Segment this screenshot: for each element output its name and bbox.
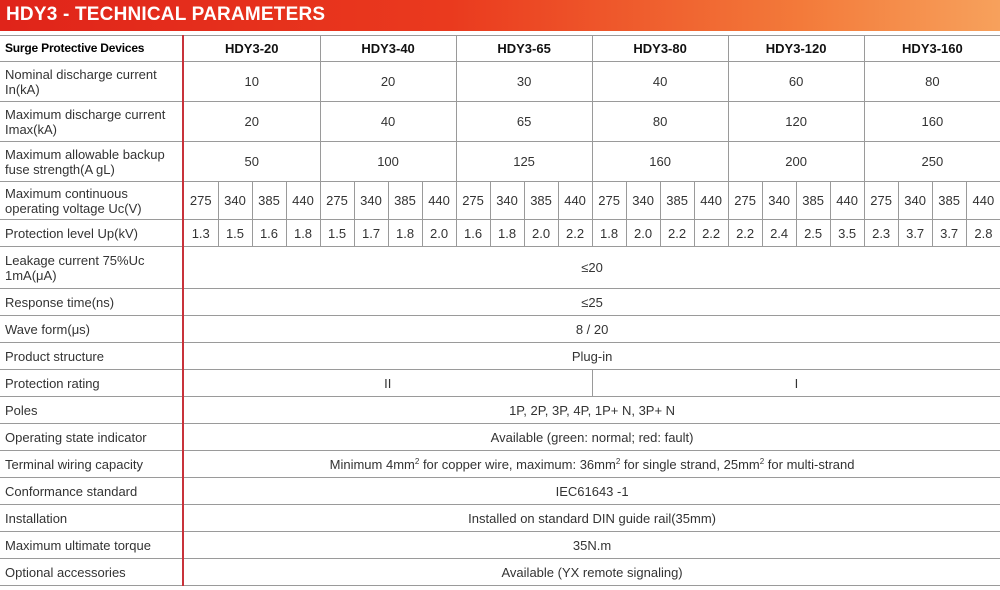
model-header: HDY3-80: [592, 36, 728, 62]
superscript: 2: [615, 456, 621, 466]
row-label: Optional accessories: [0, 559, 183, 586]
table-row: [0, 424, 1000, 451]
table-cell: 275: [183, 182, 218, 220]
wiring-text: for single strand, 25mm: [620, 456, 760, 472]
table-row: [0, 289, 1000, 316]
table-row: [0, 316, 1000, 343]
table-cell: 35N.m: [183, 532, 1000, 559]
table-cell: I: [592, 370, 1000, 397]
table-cell: 1.8: [592, 220, 626, 247]
wiring-text: for copper wire, maximum: 36mm: [419, 456, 616, 472]
table-cell: 440: [422, 182, 456, 220]
table-cell: 385: [524, 182, 558, 220]
table-cell: Plug-in: [183, 343, 1000, 370]
header-row: [0, 36, 1000, 62]
model-header: HDY3-40: [320, 36, 456, 62]
table-cell: 385: [388, 182, 422, 220]
table-row: [0, 220, 1000, 247]
wiring-text: for multi-strand: [764, 456, 855, 472]
table-cell: 40: [592, 62, 728, 102]
row-label: Leakage current 75%Uc 1mA(μA): [0, 247, 183, 289]
table-cell: 275: [320, 182, 354, 220]
table-cell: 2.0: [626, 220, 660, 247]
row-label: Wave form(μs): [0, 316, 183, 343]
table-cell: 20: [320, 62, 456, 102]
table-cell: 2.8: [966, 220, 1000, 247]
table-row: [0, 370, 1000, 397]
table-cell: ≤25: [183, 289, 1000, 316]
title-bar: [0, 0, 1000, 31]
table-cell: 340: [898, 182, 932, 220]
row-label: Response time(ns): [0, 289, 183, 316]
table-cell: 65: [456, 102, 592, 142]
superscript: 2: [414, 456, 420, 466]
table-cell: [183, 451, 1000, 478]
technical-parameters-table: [0, 35, 1000, 586]
model-header: HDY3-20: [183, 36, 320, 62]
table-cell: 250: [864, 142, 1000, 182]
table-cell: 440: [286, 182, 320, 220]
table-cell: 440: [558, 182, 592, 220]
table-cell: 20: [183, 102, 320, 142]
table-cell: 2.2: [558, 220, 592, 247]
table-cell: 80: [592, 102, 728, 142]
row-label: Maximum discharge current Imax(kA): [0, 102, 183, 142]
table-cell: 8 / 20: [183, 316, 1000, 343]
table-cell: 2.3: [864, 220, 898, 247]
table-cell: 1.6: [252, 220, 286, 247]
table-cell: 1.5: [320, 220, 354, 247]
table-cell: 3.7: [898, 220, 932, 247]
table-row: [0, 182, 1000, 220]
row-label: Product structure: [0, 343, 183, 370]
table-cell: 3.7: [932, 220, 966, 247]
table-cell: II: [183, 370, 592, 397]
table-row: [0, 62, 1000, 102]
table-cell: 2.4: [762, 220, 796, 247]
table-cell: Available (green: normal; red: fault): [183, 424, 1000, 451]
table-cell: 120: [728, 102, 864, 142]
table-cell: 275: [728, 182, 762, 220]
row-label: Operating state indicator: [0, 424, 183, 451]
table-cell: 2.0: [524, 220, 558, 247]
table-cell: 3.5: [830, 220, 864, 247]
table-cell: 340: [354, 182, 388, 220]
table-cell: 385: [796, 182, 830, 220]
table-cell: 385: [660, 182, 694, 220]
row-label: Protection level Up(kV): [0, 220, 183, 247]
table-row: [0, 451, 1000, 478]
table-row: [0, 142, 1000, 182]
row-label: Nominal discharge current In(kA): [0, 62, 183, 102]
table-cell: 275: [456, 182, 490, 220]
table-row: [0, 532, 1000, 559]
table-cell: 275: [864, 182, 898, 220]
table-cell: 10: [183, 62, 320, 102]
table-cell: 1.6: [456, 220, 490, 247]
table-cell: 60: [728, 62, 864, 102]
table-cell: 1.3: [183, 220, 218, 247]
table-cell: 340: [762, 182, 796, 220]
table-cell: IEC61643 -1: [183, 478, 1000, 505]
row-label: Conformance standard: [0, 478, 183, 505]
table-cell: 30: [456, 62, 592, 102]
table-cell: 385: [252, 182, 286, 220]
model-header: HDY3-160: [864, 36, 1000, 62]
table-cell: ≤20: [183, 247, 1000, 289]
table-cell: 275: [592, 182, 626, 220]
table-cell: 125: [456, 142, 592, 182]
table-cell: 200: [728, 142, 864, 182]
row-label: Maximum ultimate torque: [0, 532, 183, 559]
table-cell: 100: [320, 142, 456, 182]
header-label: Surge Protective Devices: [0, 36, 183, 62]
row-label: Maximum continuous operating voltage Uc(V): [0, 182, 183, 220]
table-cell: 1P, 2P, 3P, 4P, 1P+ N, 3P+ N: [183, 397, 1000, 424]
table-cell: Available (YX remote signaling): [183, 559, 1000, 586]
row-label: Protection rating: [0, 370, 183, 397]
row-label: Poles: [0, 397, 183, 424]
table-cell: 1.7: [354, 220, 388, 247]
table-row: [0, 505, 1000, 532]
table-cell: 160: [864, 102, 1000, 142]
table-cell: 1.8: [286, 220, 320, 247]
table-cell: 2.2: [728, 220, 762, 247]
table-cell: 2.0: [422, 220, 456, 247]
row-label: Installation: [0, 505, 183, 532]
table-row: [0, 247, 1000, 289]
model-header: HDY3-65: [456, 36, 592, 62]
table-cell: 385: [932, 182, 966, 220]
table-cell: 80: [864, 62, 1000, 102]
table-cell: 40: [320, 102, 456, 142]
table-row: [0, 397, 1000, 424]
row-label: Terminal wiring capacity: [0, 451, 183, 478]
row-label: Maximum allowable backup fuse strength(A gL): [0, 142, 183, 182]
table-row: [0, 559, 1000, 586]
table-row: [0, 343, 1000, 370]
model-header: HDY3-120: [728, 36, 864, 62]
superscript: 2: [759, 456, 765, 466]
table-cell: 440: [830, 182, 864, 220]
table-cell: 340: [626, 182, 660, 220]
wiring-text: Minimum 4mm: [329, 456, 415, 472]
table-cell: 2.2: [694, 220, 728, 247]
table-cell: 160: [592, 142, 728, 182]
table-cell: 1.5: [218, 220, 252, 247]
table-cell: 340: [490, 182, 524, 220]
table-cell: 1.8: [490, 220, 524, 247]
table-cell: Installed on standard DIN guide rail(35mm): [183, 505, 1000, 532]
table-cell: 2.5: [796, 220, 830, 247]
table-row: [0, 102, 1000, 142]
table-cell: 440: [694, 182, 728, 220]
table-cell: 50: [183, 142, 320, 182]
table-cell: 1.8: [388, 220, 422, 247]
page-title: HDY3 - TECHNICAL PARAMETERS: [6, 4, 326, 25]
table-cell: 2.2: [660, 220, 694, 247]
table-cell: 340: [218, 182, 252, 220]
table-cell: 440: [966, 182, 1000, 220]
table-row: [0, 478, 1000, 505]
